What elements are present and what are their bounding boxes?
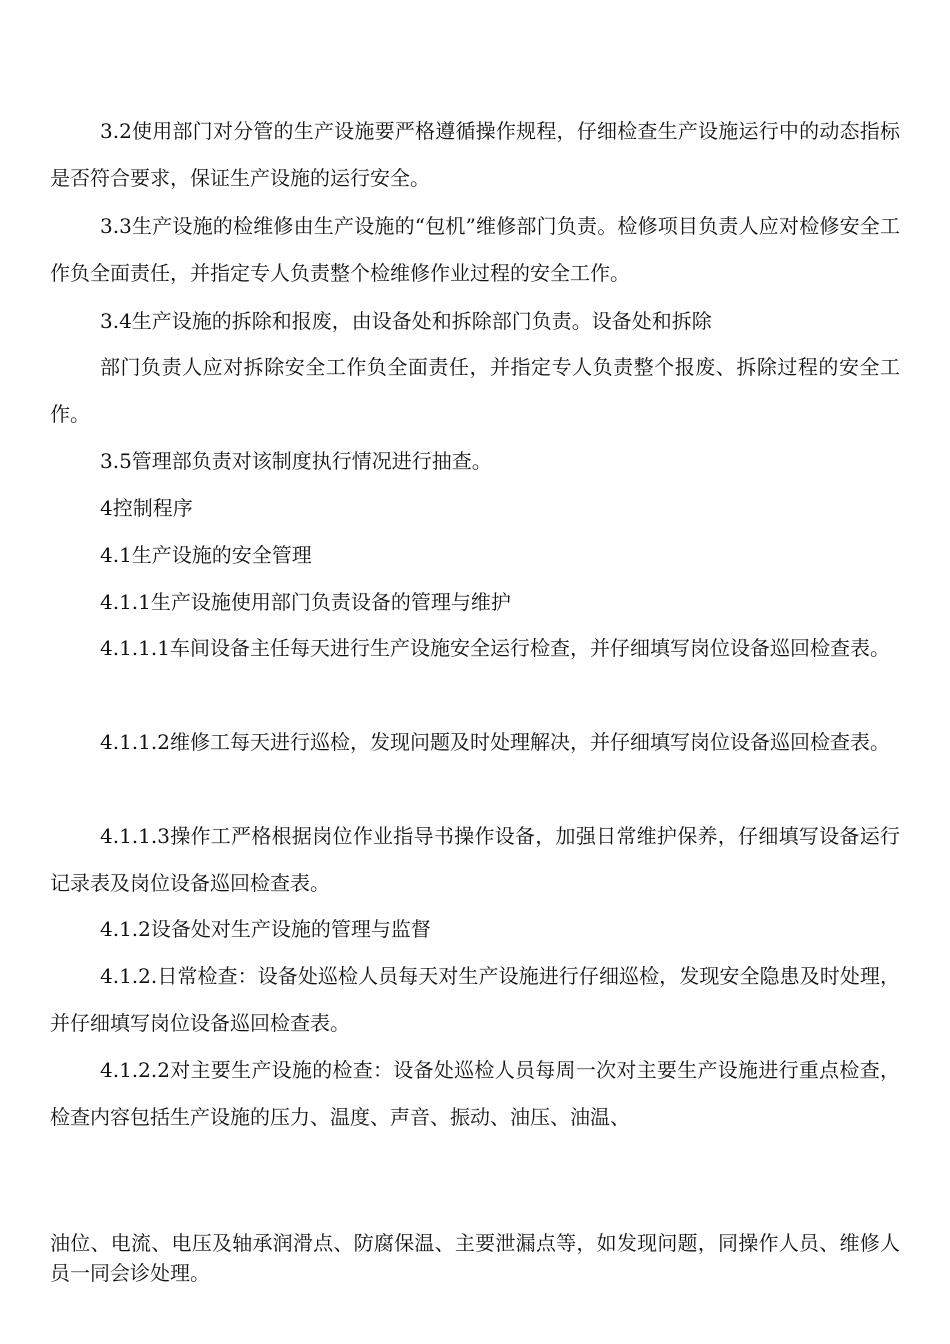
paragraph-4-1-1-1: 4.1.1.1车间设备主任每天进行生产设施安全运行检查，并仔细填写岗位设备巡回检查表。 [100, 636, 890, 660]
paragraph-4-1-1-3: 4.1.1.3操作工严格根据岗位作业指导书操作设备，加强日常维护保养，仔细填写设备运行记录表及岗位设备巡回检查表。 [50, 824, 900, 895]
paragraph-continuation: 油位、电流、电压及轴承润滑点、防腐保温、主要泄漏点等，如发现问题，同操作人员、维修人员一同会诊处理。 [50, 1231, 900, 1285]
heading-4-1-1: 4.1.1生产设施使用部门负责设备的管理与维护 [100, 590, 511, 614]
paragraph-3-4-cont: 部门负责人应对拆除安全工作负全面责任，并指定专人负责整个报废、拆除过程的安全工作。 [50, 355, 900, 426]
paragraph-3-5: 3.5管理部负责对该制度执行情况进行抽查。 [100, 449, 492, 473]
heading-4-1: 4.1生产设施的安全管理 [100, 543, 312, 567]
paragraph-4-1-2-2: 4.1.2.2对主要生产设施的检查：设备处巡检人员每周一次对主要生产设施进行重点检查，检查内容包括生产设施的压力、温度、声音、振动、油压、油温、 [50, 1058, 900, 1129]
paragraph-3-3: 3.3生产设施的检维修由生产设施的“包机”维修部门负责。检修项目负责人应对检修安全工作负全面责任，并指定专人负责整个检维修作业过程的安全工作。 [50, 214, 900, 285]
heading-4-1-2: 4.1.2设备处对生产设施的管理与监督 [100, 917, 431, 941]
paragraph-4-1-1-2: 4.1.1.2维修工每天进行巡检，发现问题及时处理解决，并仔细填写岗位设备巡回检查表。 [100, 730, 890, 754]
heading-4: 4控制程序 [100, 496, 193, 520]
paragraph-4-1-2-1: 4.1.2.日常检查：设备处巡检人员每天对生产设施进行仔细巡检，发现安全隐患及时处理，并仔细填写岗位设备巡回检查表。 [50, 964, 900, 1035]
paragraph-3-4: 3.4生产设施的拆除和报废，由设备处和拆除部门负责。设备处和拆除 [100, 309, 712, 333]
paragraph-3-2: 3.2使用部门对分管的生产设施要严格遵循操作规程，仔细检查生产设施运行中的动态指标是否符合要求，保证生产设施的运行安全。 [50, 119, 900, 190]
